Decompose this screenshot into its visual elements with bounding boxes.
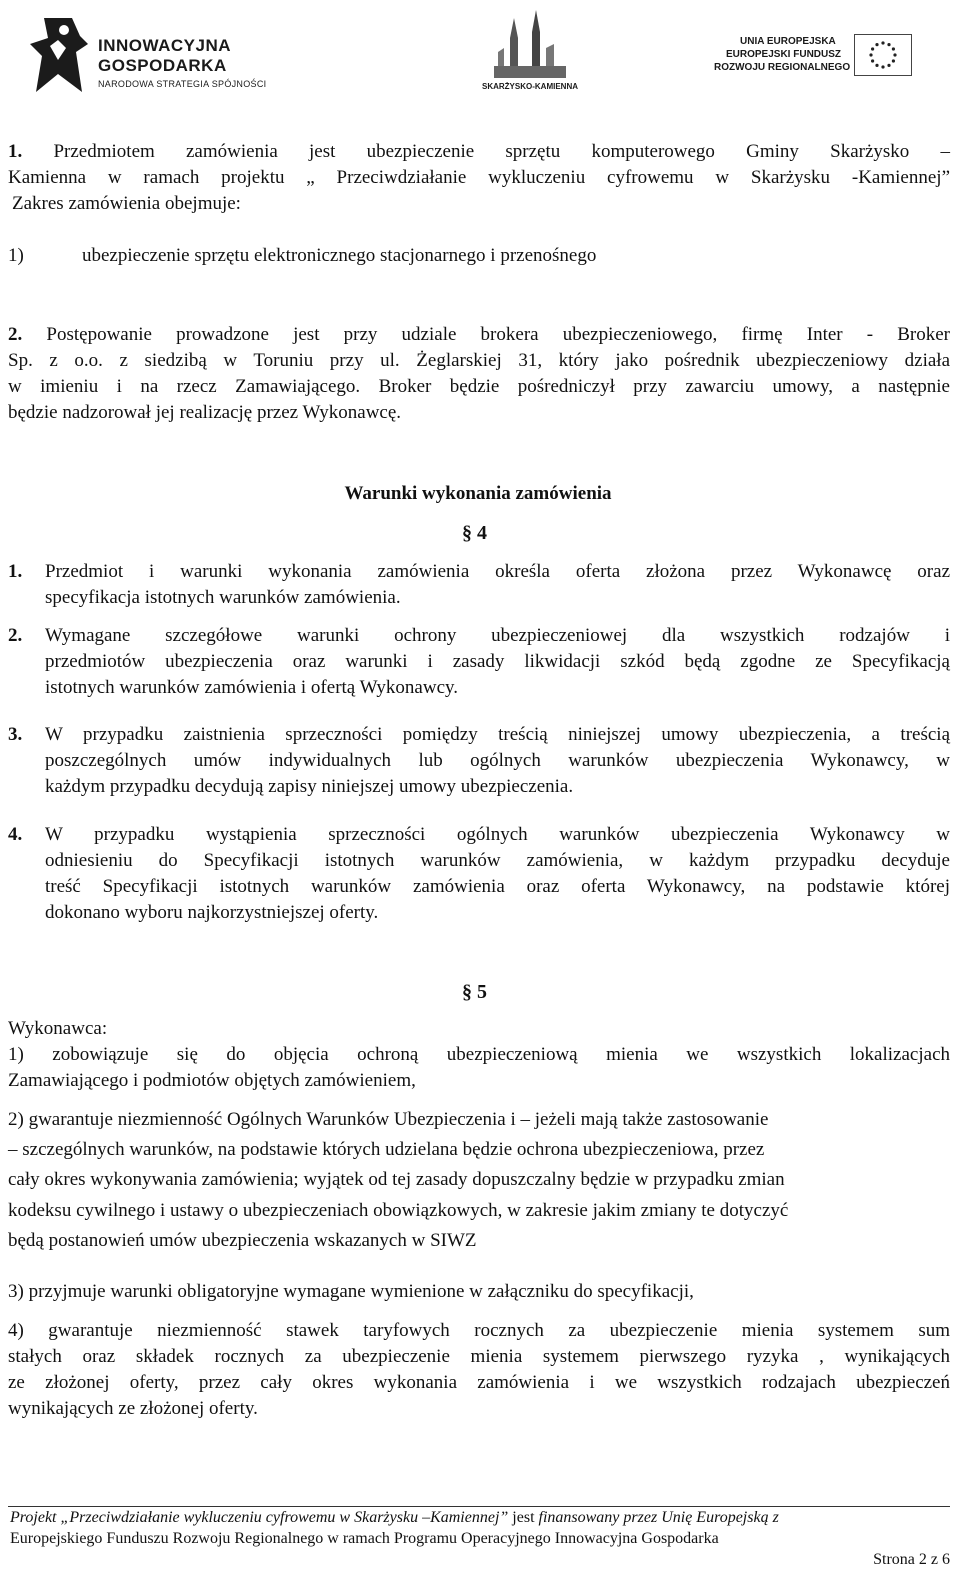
s4-item4-number: 4. xyxy=(8,824,23,845)
s5-item4-line3: ze złożonej oferty, przez cały okres wykonania zamówienia i we wszystkich rodzajach ubezpieczeń xyxy=(8,1372,950,1393)
s4-item4-line1: W przypadku wystąpienia sprzeczności ogólnych warunków ubezpieczenia Wykonawcy w xyxy=(45,824,950,845)
p1-item1 xyxy=(8,244,950,268)
p2-line1 xyxy=(8,323,950,347)
s4-item3-number: 3. xyxy=(8,724,23,745)
p1-item1-text: ubezpieczenie sprzętu elektronicznego stacjonarnego i przenośnego xyxy=(82,245,597,266)
section5-intro: Wykonawca: xyxy=(8,1018,108,1039)
s5-item4-line4: wynikających ze złożonej oferty. xyxy=(8,1398,258,1419)
p2-text-line1: Postępowanie prowadzone jest przy udziale brokera ubezpieczeniowego, firmę Inter - Broker xyxy=(46,324,950,345)
page-number: Strona 2 z 6 xyxy=(873,1551,950,1568)
section4-heading: Warunki wykonania zamówienia xyxy=(344,483,612,504)
s4-item2-line1: Wymagane szczegółowe warunki ochrony ubezpieczeniowej dla wszystkich rodzajów i xyxy=(45,625,950,646)
s4-item1-line2: specyfikacja istotnych warunków zamówienia. xyxy=(45,587,401,608)
s4-item2-line3: istotnych warunków zamówienia i ofertą Wykonawcy. xyxy=(45,677,459,698)
logo-right-line3: ROZWOJU REGIONALNEGO xyxy=(714,62,851,73)
logo-left-line1: INNOWACYJNA xyxy=(98,36,232,55)
s4-item2-number: 2. xyxy=(8,625,23,646)
star-figure-icon xyxy=(28,16,90,94)
s4-item4-line4: dokonano wyboru najkorzystniejszej oferty. xyxy=(45,902,379,923)
section4-paragraph-sign: § 4 xyxy=(462,522,487,544)
p1-line1 xyxy=(8,140,950,164)
eu-logo xyxy=(708,34,928,84)
p1-line2: Kamienna w ramach projektu „ Przeciwdziałanie wykluczeniu cyfrowemu w Skarżysku -Kamiennej” xyxy=(8,167,950,188)
p1-line3: Zakres zamówienia obejmuje: xyxy=(12,193,241,214)
section5-paragraph-sign: § 5 xyxy=(462,981,487,1003)
p2-line2: Sp. z o.o. z siedzibą w Toruniu przy ul. Żeglarskiej 31, który jako pośrednik ubezpieczeniowy działa xyxy=(8,350,950,371)
logo-right-line2: EUROPEJSKI FUNDUSZ xyxy=(726,49,842,60)
s5-item2-line4: kodeksu cywilnego i ustawy o ubezpieczeniach obowiązkowych, w zakresie jakim zmiany te dotyczyć xyxy=(8,1200,789,1221)
p1-number: 1. xyxy=(8,141,23,162)
footer-project-title: Projekt „Przeciwdziałanie wykluczeniu cyfrowemu w Skarżysku –Kamiennej” xyxy=(10,1509,509,1526)
p2-number: 2. xyxy=(8,324,23,345)
footer-divider xyxy=(8,1506,950,1507)
s5-item4-line2: stałych oraz składek rocznych za ubezpieczenie mienia systemem pierwszego ryzyka , wynikających xyxy=(8,1346,950,1367)
footer-financed: finansowany przez Unię Europejską z xyxy=(538,1509,779,1526)
s5-item2-line2: – szczególnych warunków, na podstawie których udzielana będzie ochrona ubezpieczeniowa, przez xyxy=(8,1139,765,1160)
logo-left-line2: GOSPODARKA xyxy=(98,56,227,75)
s4-item1-line1: Przedmiot i warunki wykonania zamówienia określa oferta złożona przez Wykonawcę oraz xyxy=(45,561,950,582)
footer-line2: Europejskiego Funduszu Rozwoju Regionalnego w ramach Programu Operacyjnego Innowacyjna Gospodarka xyxy=(10,1530,719,1547)
s4-item4-line3: treść Specyfikacji istotnych warunków zamówienia oraz oferta Wykonawcy, na podstawie której xyxy=(45,876,950,897)
p2-line4: będzie nadzorował jej realizację przez Wykonawcę. xyxy=(8,402,402,423)
s5-item2-line1: 2) gwarantuje niezmienność Ogólnych Warunków Ubezpieczenia i – jeżeli mają także zastosowanie xyxy=(8,1109,769,1130)
s4-item4-line2: odniesieniu do Specyfikacji istotnych warunków zamówienia, w każdym przypadku decyduje xyxy=(45,850,950,871)
p1-text-line1: Przedmiotem zamówienia jest ubezpieczenie sprzętu komputerowego Gminy Skarżysko – xyxy=(53,141,950,162)
skarzysko-kamienna-logo xyxy=(470,8,590,108)
s5-item2-line3: cały okres wykonywania zamówienia; wyjątek od tej zasady dopuszczalny będzie w przypadku zmian xyxy=(8,1169,785,1190)
p1-item1-number: 1) xyxy=(8,245,24,266)
s5-item3: 3) przyjmuje warunki obligatoryjne wymagane wymienione w załączniku do specyfikacji, xyxy=(8,1281,694,1302)
logo-left-line3: NARODOWA STRATEGIA SPÓJNOŚCI xyxy=(98,79,267,89)
s4-item3-line3: każdym przypadku decydują zapisy niniejszej umowy ubezpieczenia. xyxy=(45,776,574,797)
eu-flag-icon xyxy=(854,34,912,76)
logo-center-name: SKARŻYSKO-KAMIENNA xyxy=(482,82,578,91)
church-towers-icon xyxy=(480,8,580,80)
s4-item3-line1: W przypadku zaistnienia sprzeczności pomiędzy treścią niniejszej umowy ubezpieczenia, a treścią xyxy=(45,724,950,745)
header-logos xyxy=(0,0,960,110)
s5-item2-line5: będą postanowień umów ubezpieczenia wskazanych w SIWZ xyxy=(8,1230,477,1251)
innowacyjna-gospodarka-logo xyxy=(28,16,268,96)
footer-line1 xyxy=(10,1508,940,1528)
s5-item1-line2: Zamawiającego i podmiotów objętych zamówieniem, xyxy=(8,1070,416,1091)
s5-item4-line1: 4) gwarantuje niezmienność stawek taryfowych rocznych za ubezpieczenie mienia systemem sum xyxy=(8,1320,950,1341)
s4-item3-line2: poszczególnych umów indywidualnych lub ogólnych warunków ubezpieczenia Wykonawcy, w xyxy=(45,750,950,771)
footer-is: jest xyxy=(512,1509,535,1526)
logo-right-line1: UNIA EUROPEJSKA xyxy=(740,36,836,47)
s4-item2-line2: przedmiotów ubezpieczenia oraz warunki i zasady likwidacji szkód będą zgodne ze Specyfikacją xyxy=(45,651,950,672)
s5-item1-line1: 1) zobowiązuje się do objęcia ochroną ubezpieczeniową mienia we wszystkich lokalizacjach xyxy=(8,1044,950,1065)
p2-line3: w imieniu i na rzecz Zamawiającego. Broker będzie pośredniczył przy zawarciu umowy, a następnie xyxy=(8,376,950,397)
s4-item1-number: 1. xyxy=(8,561,23,582)
